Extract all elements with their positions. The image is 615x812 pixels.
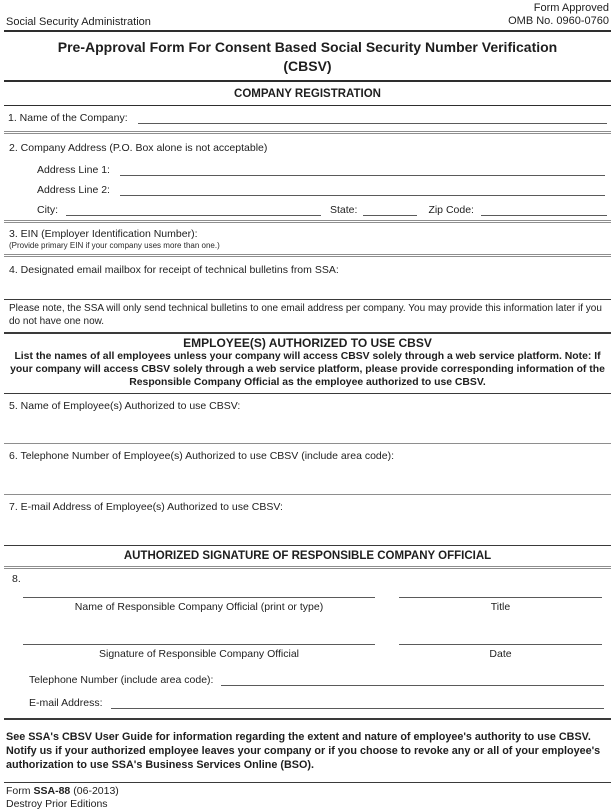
official-title-field[interactable] [399,585,602,598]
address-line1-field[interactable] [120,164,605,176]
zip-code-label: Zip Code: [428,204,474,216]
official-title-label: Title [490,601,511,614]
user-guide-note: See SSA's CBSV User Guide for information regarding the extent and nature of employee's authority to use CBSV. Notify us if your authorized employee leaves your company or if you choose to revoke any or all of your employee's authorization to use SSA's Business Services Online (BSO). [6,731,601,771]
official-title-cell [399,585,602,613]
employee-names-label: 5. Name of Employee(s) Authorized to use CBSV: [9,400,241,413]
question-2-block [4,134,611,223]
form-prefix: Form [6,784,31,797]
omb-number: OMB No. 0960-0760 [508,15,609,27]
employee-emails-label: 7. E-mail Address of Employee(s) Authorized to use CBSV: [9,501,283,514]
form-identifier [4,782,611,811]
section-header-company-registration: COMPANY REGISTRATION [4,82,611,106]
official-name-field[interactable] [23,585,375,598]
destroy-prior-editions: Destroy Prior Editions [6,797,108,810]
company-name-label: 1. Name of the Company: [8,112,128,124]
question-3-block[interactable] [4,223,611,257]
form-title [4,32,611,82]
signature-section-title: AUTHORIZED SIGNATURE OF RESPONSIBLE COMPANY OFFICIAL [4,546,611,569]
address-line2-row [37,184,605,196]
form-header [4,3,611,32]
address-line2-label: Address Line 2: [37,184,110,196]
official-email-field[interactable] [111,697,604,709]
city-field[interactable] [66,204,321,216]
form-approved-text: Form Approved [533,2,609,14]
name-title-row [9,585,606,613]
question-5-block[interactable] [4,394,611,444]
state-label: State: [330,204,358,216]
address-line1-label: Address Line 1: [37,164,110,176]
form-number-line [6,785,609,798]
official-email-row [29,697,604,709]
company-address-label: 2. Company Address (P.O. Box alone is not acceptable) [9,142,268,154]
official-phone-row [29,674,604,686]
official-signature-field[interactable] [23,613,375,645]
state-field[interactable] [363,204,417,216]
agency-name: Social Security Administration [6,16,151,28]
employees-section-title: EMPLOYEE(S) AUTHORIZED TO USE CBSV [183,336,432,350]
official-signature-cell [23,613,375,660]
city-state-zip-row [37,204,607,220]
employees-instructions: List the names of all employees unless your company will access CBSV solely through a web service platform. Note: If your company will access CBSV solely through a web service platform, please provide corresponding information of the Responsible Company Official as the employee authorized to use CBSV. [10,351,605,388]
signature-date-field[interactable] [399,613,602,645]
question-4-block[interactable] [4,257,611,300]
question-7-block[interactable] [4,495,611,546]
form-number: SSA-88 [33,784,71,797]
address-line1-row [37,164,605,176]
official-signature-label: Signature of Responsible Company Official [99,648,299,661]
address-line2-field[interactable] [120,184,605,196]
official-phone-field[interactable] [221,674,604,686]
email-mailbox-label: 4. Designated email mailbox for receipt of technical bulletins from SSA: [9,264,339,276]
company-name-field[interactable] [138,112,607,124]
signature-date-label: Date [489,648,512,661]
signature-date-row [9,613,606,660]
signature-date-cell [399,613,602,660]
omb-approval [508,2,609,28]
question-6-block[interactable] [4,444,611,495]
bulletin-note: Please note, the SSA will only send technical bulletins to one email address per company. You may provide this information later if you do not have one now. [4,300,611,334]
official-phone-label: Telephone Number (include area code): [29,674,214,687]
official-name-label: Name of Responsible Company Official (print or type) [74,601,324,614]
form-title-line2: (CBSV) [283,58,332,74]
official-email-label: E-mail Address: [29,697,103,710]
form-title-line1: Pre-Approval Form For Consent Based Social Security Number Verification [57,39,558,55]
ein-note: (Provide primary EIN if your company uses more than one.) [9,241,220,250]
official-name-cell [23,585,375,613]
zip-code-field[interactable] [481,204,607,216]
city-label: City: [37,204,58,216]
employees-section-header [4,334,611,394]
form-edition: (06-2013) [73,784,119,797]
question-8-block [4,569,611,720]
question-1-row [4,106,611,134]
ein-label: 3. EIN (Employer Identification Number): [9,228,198,240]
employee-phones-label: 6. Telephone Number of Employee(s) Authorized to use CBSV (include area code): [9,450,395,463]
item-8-number: 8. [12,573,21,586]
